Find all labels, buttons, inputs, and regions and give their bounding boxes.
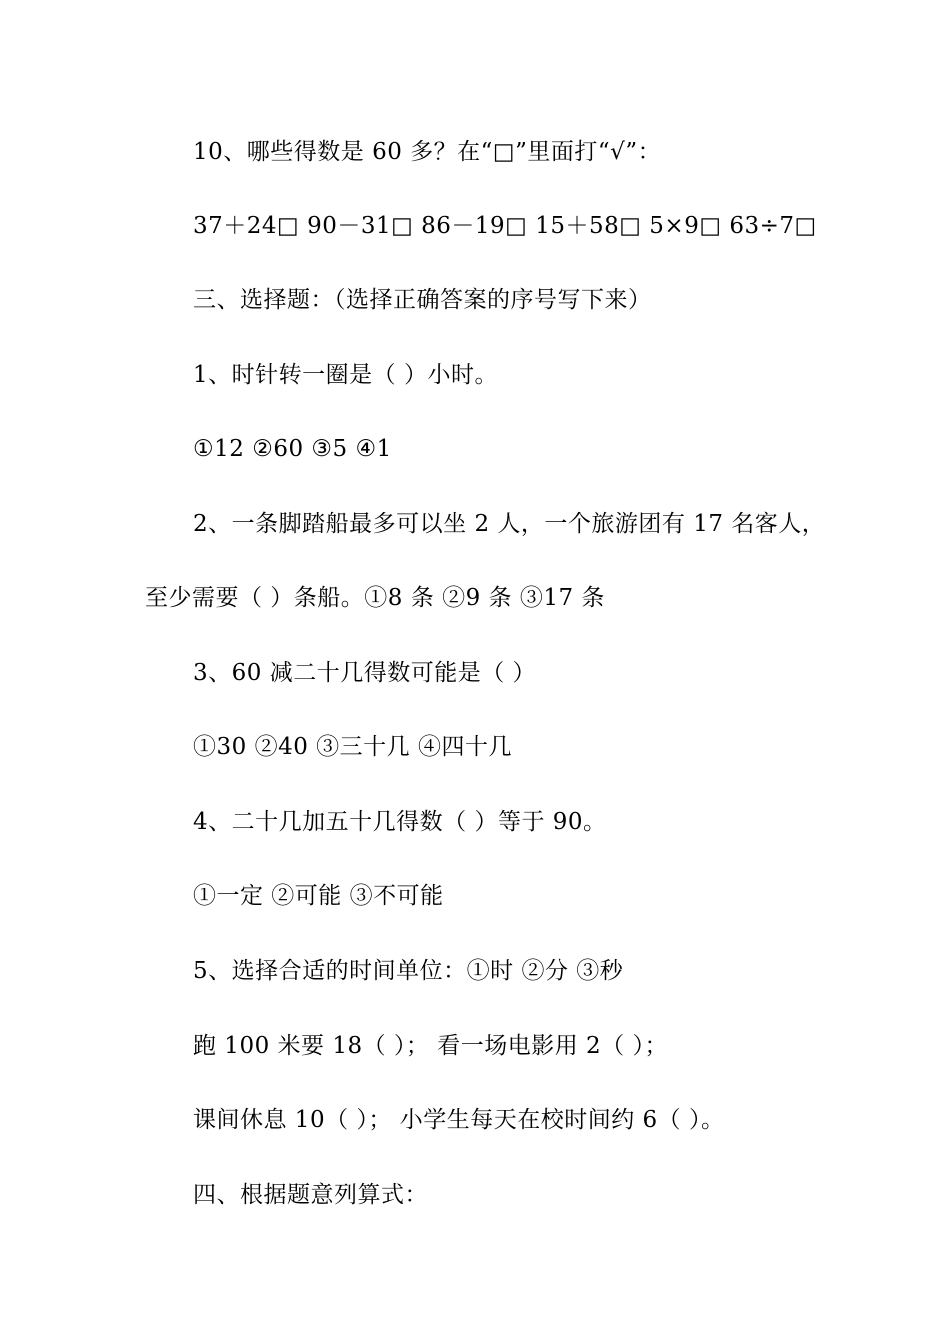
mc-question-1-options: ①12 ②60 ③5 ④1 (193, 436, 392, 462)
mc-question-4-options: ①一定 ②可能 ③不可能 (193, 883, 444, 909)
question-10-expressions: 37＋24□ 90－31□ 86－19□ 15＋58□ 5×9□ 63÷7□ (193, 213, 817, 239)
mc-question-1: 1、时针转一圈是（ ）小时。 (193, 362, 498, 388)
question-10-prompt: 10、哪些得数是 60 多？在“□”里面打“√”： (193, 139, 662, 165)
mc-question-3-options: ①30 ②40 ③三十几 ④四十几 (193, 734, 512, 760)
mc-question-2: 2、一条脚踏船最多可以坐 2 人，一个旅游团有 17 名客人， (193, 511, 826, 537)
section-4-heading: 四、根据题意列算式： (193, 1182, 428, 1208)
mc-question-4: 4、二十几加五十几得数（ ）等于 90。 (193, 809, 607, 835)
mc-question-5-items-b: 课间休息 10（ ）； 小学生每天在校时间约 6（ ）。 (193, 1107, 725, 1133)
section-3-heading: 三、选择题：（选择正确答案的序号写下来） (193, 287, 652, 313)
mc-question-5-items-a: 跑 100 米要 18（ ）； 看一场电影用 2（ ）； (193, 1033, 668, 1059)
mc-question-5: 5、选择合适的时间单位：①时 ②分 ③秒 (193, 958, 624, 984)
mc-question-2-continued: 至少需要（ ）条船。①8 条 ②9 条 ③17 条 (145, 585, 605, 611)
mc-question-3: 3、60 减二十几得数可能是（ ） (193, 660, 537, 686)
